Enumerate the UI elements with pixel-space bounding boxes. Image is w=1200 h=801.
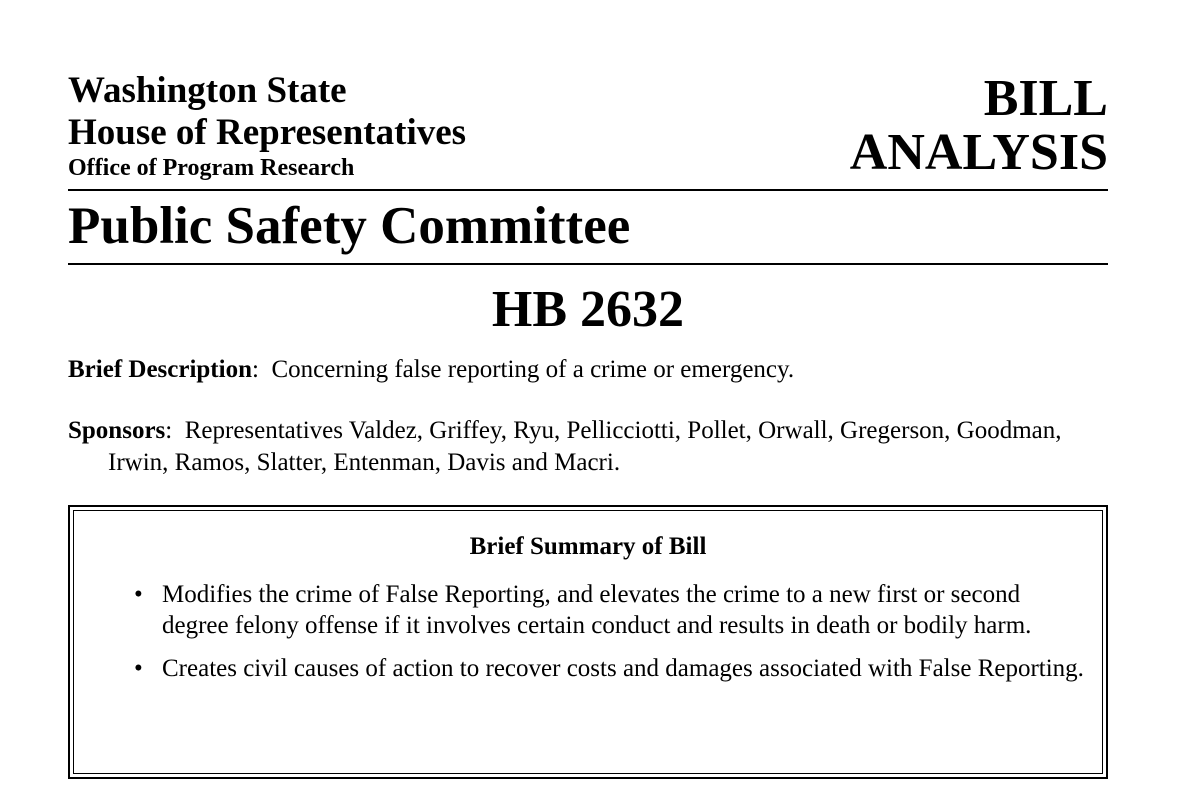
org-name-state: Washington State — [68, 70, 347, 111]
bullet-icon: • — [134, 655, 143, 682]
brief-description-text: Concerning false reporting of a crime or emergency. — [271, 356, 795, 383]
document-type-line1: BILL — [983, 70, 1108, 127]
sponsors: Sponsors: Representatives Valdez, Griffey, Ryu, Pellicciotti, Pollet, Orwall, Gregerson, Goodman, Irwin, Ramos, Slatter, Entenman, Davis and Macri. — [68, 417, 1062, 476]
brief-description: Brief Description: Concerning false reporting of a crime or emergency. — [68, 356, 795, 383]
brief-description-label: Brief Description — [68, 356, 252, 383]
summary-item-text: Modifies the crime of False Reporting, and elevates the crime to a new first or second degree felony offense if it involves certain conduct and results in death or bodily harm. — [162, 581, 1032, 639]
bill-analysis-page — [68, 0, 1108, 801]
summary-item — [134, 579, 1084, 641]
summary-item — [134, 653, 1084, 684]
document-type-line2: ANALYSIS — [849, 124, 1108, 181]
sponsors-label: Sponsors — [68, 417, 166, 444]
bill-number: HB 2632 — [491, 281, 685, 338]
organization-header — [68, 70, 466, 182]
summary-item-text: Creates civil causes of action to recover costs and damages associated with False Reporting. — [162, 655, 1084, 682]
summary-box-inner — [73, 510, 1103, 774]
sponsors-text: Representatives Valdez, Griffey, Ryu, Pellicciotti, Pollet, Orwall, Gregerson, Goodman, Irwin, Ramos, Slatter, Entenman, Davis and Macri. — [108, 417, 1062, 476]
document-type — [850, 72, 1108, 180]
committee-divider — [68, 263, 1108, 265]
summary-list — [134, 579, 1084, 696]
org-office: Office of Program Research — [68, 155, 355, 181]
bullet-icon: • — [134, 581, 143, 608]
org-name-house: House of Representatives — [68, 112, 467, 153]
committee-title: Public Safety Committee — [68, 197, 631, 255]
summary-title: Brief Summary of Bill — [469, 533, 707, 560]
summary-box — [68, 505, 1108, 779]
header-divider — [68, 189, 1108, 191]
